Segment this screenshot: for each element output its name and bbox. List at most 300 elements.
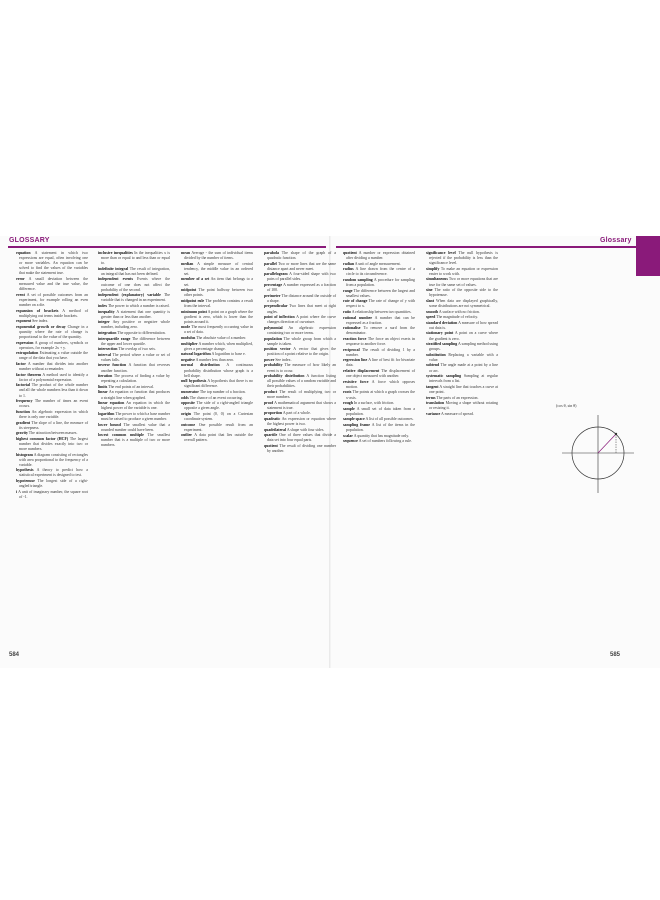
glossary-definition: See index.	[275, 357, 292, 362]
glossary-definition: A surface with no friction.	[438, 309, 480, 314]
glossary-entry	[181, 352, 253, 357]
glossary-entry	[98, 401, 170, 411]
glossary-term: lowest common multiple	[98, 433, 144, 438]
glossary-entry	[98, 251, 170, 266]
glossary-entry	[343, 289, 415, 299]
glossary-definition: The attraction between masses.	[28, 431, 78, 436]
glossary-entry	[181, 412, 253, 422]
glossary-entry	[426, 251, 498, 266]
glossary-entry	[16, 319, 88, 324]
glossary-definition: The largest number that divides exactly into two or more numbers.	[19, 436, 88, 451]
glossary-definition: The end points of an interval.	[108, 384, 155, 389]
glossary-definition: To make an equation or expression easier to work with.	[429, 266, 498, 276]
glossary-entry	[98, 390, 170, 400]
glossary-definition: A measure of spread.	[441, 411, 474, 416]
glossary-definition: The power to which a base number must be raised to produce a given number.	[101, 411, 171, 421]
glossary-definition: A number expressed as a fraction of 100.	[267, 283, 336, 293]
glossary-entry	[181, 310, 253, 325]
glossary-term: speed	[426, 315, 436, 320]
glossary-definition: A relationship between two quantities.	[351, 310, 412, 315]
glossary-definition: The distance around the outside of a shape.	[267, 293, 337, 303]
glossary-term: limits	[98, 384, 108, 389]
glossary-entry	[343, 278, 415, 288]
glossary-term: subtend	[426, 363, 440, 368]
glossary-term: roots	[343, 390, 352, 395]
glossary-definition: A method of multiplying out terms inside brackets.	[19, 308, 89, 318]
glossary-definition: An expression or equation where the highest power is two.	[267, 416, 336, 426]
glossary-definition: The absolute value of a number.	[196, 336, 247, 340]
glossary-entry	[16, 309, 88, 319]
glossary-definition: A unit of angle measurement.	[354, 261, 401, 266]
glossary-entry	[16, 277, 88, 292]
glossary-term: median	[181, 261, 194, 266]
glossary-entry	[181, 433, 253, 443]
glossary-definition: An item that belongs to a set.	[184, 277, 253, 287]
glossary-column	[264, 251, 336, 653]
glossary-entry	[181, 262, 253, 277]
glossary-term: parabola	[264, 251, 279, 255]
glossary-definition: A number or expression obtained after dividing a number.	[346, 251, 415, 261]
glossary-term: inverse function	[98, 363, 127, 368]
glossary-entry	[181, 251, 253, 261]
glossary-term: relative displacement	[343, 369, 380, 374]
glossary-term: quotient	[343, 251, 357, 255]
glossary-definition: The angle made at a point by a line or arc.	[429, 363, 498, 373]
glossary-entry	[98, 363, 170, 373]
glossary-definition: A four-sided shape with two pairs of parallel sides.	[267, 272, 336, 282]
glossary-term: proportion	[264, 411, 283, 416]
glossary-term: indefinite integral	[98, 266, 129, 271]
glossary-entry	[343, 310, 415, 315]
glossary-term: gravity	[16, 431, 28, 436]
glossary-term: outlier	[181, 433, 193, 438]
glossary-definition: A line drawn from the centre of a circle to its circumference.	[346, 267, 415, 277]
glossary-definition: The product of the whole number and all the whole numbers less than it down to 1.	[19, 383, 88, 398]
glossary-entry	[16, 373, 88, 383]
glossary-term: function	[16, 409, 30, 414]
glossary-entry	[16, 437, 88, 452]
glossary-entry	[343, 251, 415, 261]
glossary-definition: A function that reverses another function.	[101, 363, 170, 373]
glossary-entry	[343, 369, 415, 379]
glossary-definition: The smallest number that is a multiple of two or more numbers.	[101, 433, 170, 448]
glossary-definition: A point where the curve changes direction of curvature.	[267, 315, 336, 325]
glossary-entry	[264, 417, 336, 427]
glossary-column	[98, 251, 170, 653]
glossary-term: interval	[98, 352, 111, 357]
glossary-term: inclusive inequalities	[98, 251, 133, 255]
glossary-definition: The variable that is changed in an experiment.	[101, 293, 171, 303]
glossary-term: simplify	[426, 266, 440, 271]
glossary-term: null hypothesis	[181, 379, 207, 384]
glossary-entry	[98, 304, 170, 309]
glossary-entry	[181, 379, 253, 389]
running-head-left: GLOSSARY	[9, 237, 50, 244]
glossary-definition: A number which, when multiplied, gives a percentage change.	[184, 341, 253, 351]
radius-line	[598, 434, 616, 453]
glossary-term: reaction force	[343, 337, 367, 341]
glossary-entry	[343, 262, 415, 267]
glossary-definition: The points at which a graph crosses the x-axis.	[346, 390, 415, 400]
glossary-term: terms	[426, 395, 436, 400]
glossary-entry	[264, 326, 336, 336]
glossary-entry	[16, 341, 88, 351]
glossary-term: parallelogram	[264, 272, 288, 277]
glossary-entry	[264, 433, 336, 443]
glossary-definition: The period where a value or set of values falls.	[101, 352, 170, 362]
thumb-tab	[636, 236, 660, 276]
glossary-term: reciprocal	[343, 347, 360, 352]
glossary-entry	[264, 294, 336, 304]
glossary-entry	[343, 407, 415, 417]
glossary-term: proof	[264, 400, 274, 405]
glossary-term: event	[16, 292, 25, 297]
glossary-definition: A continuous probability distribution whose graph is a bell shape.	[184, 363, 253, 378]
glossary-term: independent (explanatory) variable	[98, 293, 161, 298]
glossary-entry	[98, 267, 170, 277]
glossary-entry	[98, 331, 170, 336]
glossary-definition: A force which opposes motion.	[346, 379, 415, 389]
glossary-entry	[426, 310, 498, 315]
glossary-term: significance level	[426, 251, 456, 255]
glossary-definition: The measure of how likely an event is to occur.	[267, 363, 336, 373]
glossary-column	[16, 251, 88, 653]
glossary-definition: A statement in which two expressions are equal, often involving one or more variables. An equation can be solved to find the values of the variables that make the statement true.	[19, 251, 88, 276]
glossary-definition: A theory to predict how a statistical experiment is designed to test.	[19, 468, 88, 478]
glossary-term: standard deviation	[426, 320, 458, 325]
glossary-definition: A method used to identify a factor of a polynomial expression.	[19, 372, 88, 382]
glossary-entry	[181, 277, 253, 287]
glossary-definition: The point (0, 0) on a Cartesian coordinate system.	[184, 411, 254, 421]
glossary-definition: A data point that lies outside the overall pattern.	[184, 433, 253, 443]
glossary-entry	[264, 428, 336, 433]
glossary-term: independent events	[98, 277, 133, 282]
glossary-term: equation	[16, 251, 31, 255]
glossary-term: exponential growth or decay	[16, 324, 66, 329]
glossary-term: i	[16, 489, 18, 494]
glossary-entry	[426, 385, 498, 395]
glossary-entry	[16, 453, 88, 468]
glossary-term: odds	[181, 395, 189, 400]
glossary-definition: A sampling method using groups.	[429, 342, 498, 352]
glossary-entry	[16, 399, 88, 409]
glossary-term: power	[264, 357, 275, 362]
glossary-term: negative	[181, 357, 195, 362]
glossary-entry	[426, 363, 498, 373]
glossary-entry	[343, 316, 415, 326]
glossary-entry	[98, 385, 170, 390]
glossary-term: perpendicular	[264, 304, 288, 309]
glossary-definition: The result of integration, an integral that has not been defined.	[101, 266, 171, 276]
glossary-definition: The parts of an expression.	[436, 395, 479, 400]
glossary-definition: The difference between the upper and lower quartile.	[101, 336, 171, 346]
glossary-entry	[181, 396, 253, 401]
glossary-term: resistive force	[343, 379, 369, 384]
glossary-term: stationary point	[426, 331, 454, 336]
page-number-left: 584	[9, 652, 20, 658]
glossary-entry	[98, 310, 170, 320]
glossary-term: sample space	[343, 417, 365, 422]
glossary-entry	[16, 490, 88, 500]
glossary-term: sine	[426, 288, 433, 293]
glossary-term: expression	[16, 340, 34, 345]
glossary-definition: The longest side of a right-angled triangle.	[19, 479, 89, 489]
glossary-entry	[98, 337, 170, 347]
glossary-entry	[264, 337, 336, 347]
glossary-entry	[264, 347, 336, 357]
glossary-definition: A set of possible outcomes from an experiment, for example rolling an even number on a die.	[19, 292, 88, 307]
glossary-entry	[181, 363, 253, 378]
glossary-entry	[98, 277, 170, 292]
glossary-term: regression line	[343, 358, 368, 363]
glossary-term: integration	[98, 330, 117, 335]
glossary-term: random sampling	[343, 277, 373, 282]
glossary-term: slant	[426, 298, 434, 303]
glossary-term: percentage	[264, 283, 283, 288]
glossary-definition: In a surface, with friction.	[353, 401, 395, 406]
glossary-entry	[98, 412, 170, 422]
glossary-term: smooth	[426, 309, 439, 314]
glossary-entry	[16, 431, 88, 436]
glossary-definition: The chance of an event occurring.	[189, 395, 243, 400]
glossary-entry	[343, 337, 415, 347]
glossary-definition: When data are displayed graphically, some distributions are not symmetrical.	[429, 298, 498, 308]
glossary-entry	[181, 423, 253, 433]
glossary-definition: An equation or function that produces a straight line when graphed.	[101, 390, 170, 400]
glossary-entry	[98, 374, 170, 384]
glossary-term: multiplier	[181, 341, 198, 346]
glossary-definition: Sampling at regular intervals from a list.	[429, 374, 498, 384]
glossary-term: modulus	[181, 336, 196, 340]
glossary-entry	[426, 412, 498, 417]
glossary-term: exponent	[16, 319, 32, 324]
glossary-entry	[264, 358, 336, 363]
running-head-right: Glossary	[600, 237, 632, 244]
glossary-definition: A line of best fit for bivariate data.	[346, 358, 415, 368]
glossary-term: product	[264, 389, 278, 394]
glossary-column	[181, 251, 253, 653]
glossary-entry	[98, 423, 170, 433]
glossary-entry	[16, 351, 88, 361]
glossary-definition: The difference between the largest and smallest values.	[346, 288, 415, 298]
glossary-entry	[264, 411, 336, 416]
glossary-term: parallel	[264, 261, 277, 266]
unit-circle-figure	[558, 405, 636, 495]
glossary-definition: An equation in which the highest power of the variable is one.	[101, 401, 170, 411]
glossary-term: polynomial	[264, 325, 283, 330]
glossary-term: linear equation	[98, 401, 125, 406]
glossary-entry	[16, 468, 88, 478]
glossary-definition: The smallest value that a rounded number could have been.	[101, 422, 170, 432]
glossary-entry	[343, 439, 415, 444]
glossary-definition: An algebraic expression in which there is only one variable.	[19, 409, 88, 419]
glossary-term: sequence	[343, 439, 358, 444]
glossary-entry	[426, 315, 498, 320]
glossary-term: mode	[181, 325, 191, 330]
glossary-definition: Any positive or negative whole number, including zero.	[101, 320, 170, 330]
glossary-entry	[426, 401, 498, 411]
glossary-term: simultaneous	[426, 277, 448, 282]
glossary-definition: Estimating a value outside the range of the data that you have.	[19, 351, 88, 361]
glossary-definition: A quantity that has magnitude only.	[353, 433, 410, 438]
glossary-entry	[426, 342, 498, 352]
figure-label: (cos θ, sin θ)	[556, 403, 577, 408]
glossary-entry	[98, 320, 170, 330]
glossary-term: index	[98, 303, 108, 308]
glossary-term: stratified sampling	[426, 342, 458, 347]
glossary-term: systematic sampling	[426, 374, 462, 379]
glossary-term: minimum point	[181, 309, 207, 314]
glossary-definition: Events where the outcome of one does not affect the probability of the second.	[101, 277, 170, 292]
glossary-entry	[343, 434, 415, 439]
glossary-term: gradient	[16, 420, 31, 425]
glossary-entry	[16, 479, 88, 489]
glossary-entry	[16, 293, 88, 308]
glossary-entry	[426, 396, 498, 401]
glossary-entry	[343, 423, 415, 433]
glossary-entry	[264, 444, 336, 454]
glossary-entry	[181, 325, 253, 335]
glossary-term: factorial	[16, 383, 31, 388]
glossary-entry	[426, 288, 498, 298]
glossary-entry	[181, 390, 253, 395]
glossary-term: normal distribution	[181, 363, 220, 368]
glossary-term: histogram	[16, 452, 33, 457]
glossary-term: natural logarithm	[181, 352, 211, 357]
glossary-definition: A number less than zero.	[195, 357, 235, 362]
glossary-term: rate of change	[343, 299, 368, 304]
glossary-entry	[343, 326, 415, 336]
glossary-term: ratio	[343, 310, 351, 315]
glossary-term: probability distribution	[264, 374, 305, 379]
glossary-term: perimeter	[264, 293, 281, 298]
glossary-term: linear	[98, 390, 108, 395]
glossary-term: probability	[264, 363, 283, 368]
glossary-term: inequality	[98, 309, 115, 314]
glossary-entry	[264, 374, 336, 389]
glossary-entry	[343, 358, 415, 368]
glossary-term: scalar	[343, 433, 353, 438]
glossary-term: radius	[343, 267, 354, 272]
glossary-entry	[264, 272, 336, 282]
glossary-term: logarithm	[98, 411, 115, 416]
glossary-entry	[426, 353, 498, 363]
glossary-entry	[264, 363, 336, 373]
glossary-term: midpoint rule	[181, 298, 205, 303]
glossary-term: quotient	[264, 443, 278, 448]
glossary-entry	[343, 380, 415, 390]
glossary-definition: Average - the sum of individual items divided by the number of items.	[184, 251, 253, 261]
glossary-entry	[426, 321, 498, 331]
glossary-entry	[16, 421, 88, 431]
glossary-definition: A shape with four sides.	[286, 427, 325, 432]
glossary-definition: The force an object exerts in response to another force.	[346, 337, 415, 347]
glossary-definition: A hypothesis that there is no significant difference.	[184, 379, 254, 389]
glossary-term: opposite	[181, 401, 195, 406]
glossary-entry	[343, 390, 415, 400]
glossary-definition: A unit of imaginary number, the square root of -1.	[18, 489, 88, 499]
glossary-definition: The most frequently occurring value in a set of data.	[184, 325, 254, 335]
glossary-definition: The magnitude of velocity.	[436, 315, 479, 320]
glossary-entry	[98, 353, 170, 363]
glossary-entry	[181, 288, 253, 298]
glossary-definition: The problem contains a result from the interval.	[184, 298, 254, 308]
glossary-term: quadratic	[264, 416, 281, 421]
glossary-entry	[264, 262, 336, 272]
glossary-definition: A point on a curve where the gradient is zero.	[429, 331, 499, 341]
glossary-entry	[98, 347, 170, 352]
glossary-definition: In the inequalities x is more than or equal to and less than or equal to.	[101, 251, 170, 266]
header-rule-right	[336, 246, 636, 248]
glossary-term: sampling frame	[343, 423, 371, 427]
glossary-term: factor theorem	[16, 372, 42, 377]
glossary-entry	[16, 251, 88, 276]
glossary-entry	[264, 304, 336, 314]
glossary-definition: The result of multiplying two or more numbers.	[267, 389, 337, 400]
glossary-term: integer	[98, 320, 110, 325]
glossary-definition: The point halfway between two other points.	[184, 288, 254, 298]
glossary-entry	[264, 390, 336, 400]
glossary-definition: An algebraic expression containing two or more terms.	[267, 325, 336, 335]
glossary-term: variance	[426, 411, 441, 416]
glossary-definition: The whole group from which a sample is taken.	[267, 336, 337, 346]
glossary-definition: A statement that one quantity is greater than or less than another.	[101, 309, 170, 319]
glossary-definition: A small set of data taken from a population.	[346, 406, 416, 416]
glossary-term: frequency	[16, 399, 33, 404]
glossary-definition: A set of numbers following a rule.	[358, 439, 412, 444]
glossary-entry	[181, 358, 253, 363]
glossary-definition: Two or more lines that are the same distance apart and never meet.	[267, 261, 336, 271]
glossary-entry	[343, 299, 415, 309]
glossary-definition: The number of times an event occurs.	[19, 399, 88, 409]
glossary-term: radian	[343, 261, 355, 266]
glossary-entry	[426, 299, 498, 309]
glossary-definition: The shape of the graph of a quadratic function.	[267, 251, 336, 261]
page-number-right: 585	[610, 652, 621, 658]
glossary-term: numerator	[181, 389, 199, 394]
glossary-definition: Two lines that meet at right angles.	[267, 304, 337, 314]
glossary-definition: A logarithm to base e.	[211, 352, 246, 357]
header-rule-left	[8, 246, 326, 248]
circle-point	[615, 433, 617, 435]
glossary-term: lower bound	[98, 422, 121, 427]
glossary-definition: A list of all possible outcomes.	[365, 417, 414, 422]
glossary-term: interquartile range	[98, 336, 131, 341]
glossary-term: factor	[16, 361, 26, 366]
glossary-definition: A simple measure of central tendency, the middle value in an ordered set.	[184, 261, 253, 276]
glossary-term: quartile	[264, 433, 278, 438]
glossary-entry	[16, 383, 88, 398]
glossary-definition: A measure of how spread out data is.	[429, 320, 498, 330]
glossary-term: midpoint	[181, 288, 197, 293]
glossary-entry	[426, 374, 498, 384]
glossary-entry	[426, 331, 498, 341]
glossary-entry	[264, 401, 336, 411]
glossary-definition: A list of the items in the population.	[346, 423, 416, 433]
glossary-entry	[343, 417, 415, 422]
glossary-definition: A point on a graph where the gradient is zero, which is lower than the points around it.	[184, 309, 253, 324]
glossary-entry	[426, 267, 498, 277]
glossary-definition: Moving a shape without rotating or resizing it.	[429, 401, 498, 411]
glossary-definition: The top number of a fraction.	[199, 389, 246, 394]
glossary-entry	[343, 401, 415, 406]
glossary-definition: To remove a surd from the denominator.	[346, 326, 415, 336]
glossary-entry	[264, 251, 336, 261]
glossary-term: error	[16, 276, 25, 281]
glossary-definition: A procedure for sampling from a population.	[346, 277, 415, 288]
glossary-definition: The power to which a number is raised.	[108, 303, 170, 308]
glossary-term: hypotenuse	[16, 479, 35, 484]
